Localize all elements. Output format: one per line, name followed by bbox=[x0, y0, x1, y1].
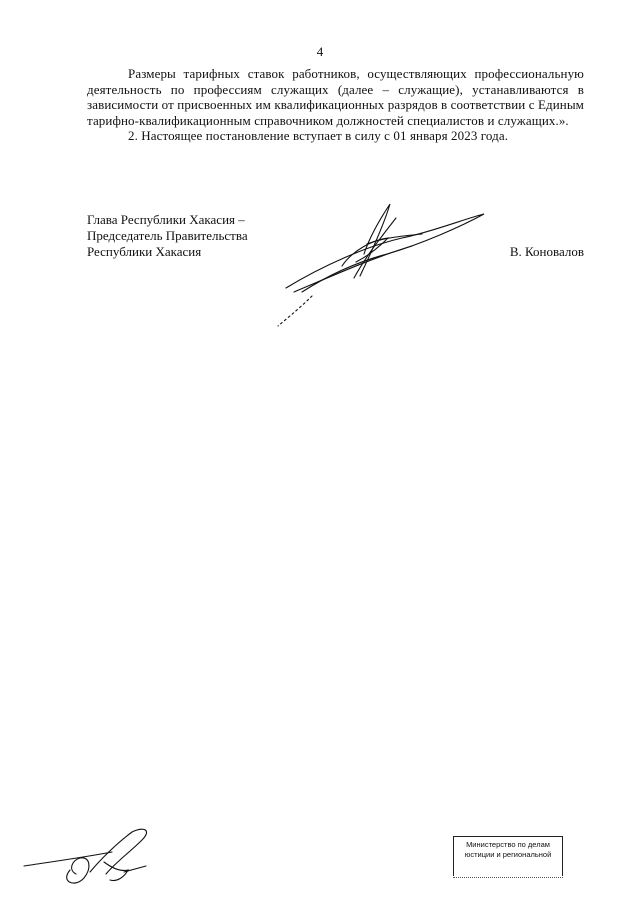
signer-name: В. Коновалов bbox=[509, 244, 584, 259]
stamp-line: юстиции и региональной bbox=[464, 850, 552, 859]
signatory-title-line: Республики Хакасия bbox=[87, 244, 202, 259]
body-text bbox=[87, 66, 584, 144]
handwritten-signature bbox=[272, 196, 492, 331]
signatory-title-line: Глава Республики Хакасия – bbox=[87, 212, 245, 227]
registration-stamp bbox=[453, 836, 563, 876]
page-number: 4 bbox=[316, 44, 324, 59]
paragraph-effective-date: 2. Настоящее постановление вступает в силу с 01 января 2023 года. bbox=[128, 128, 509, 144]
handwritten-initials bbox=[20, 822, 170, 892]
stamp-line: Министерство по делам bbox=[466, 840, 550, 849]
signatory-title bbox=[87, 212, 248, 260]
paragraph-tariff-rates: Размеры тарифных ставок работников, осуществляющих профессиональную деятельность по профессиям служащих (далее – служащие), устанавливаются в зависимости от присвоенных им квалификационных разрядов в соответствии с Единым тарифно-квалификационным справочником должностей специалистов и служащих.». bbox=[87, 66, 584, 128]
stamp-divider bbox=[453, 877, 563, 879]
signatory-title-line: Председатель Правительства bbox=[87, 228, 248, 243]
